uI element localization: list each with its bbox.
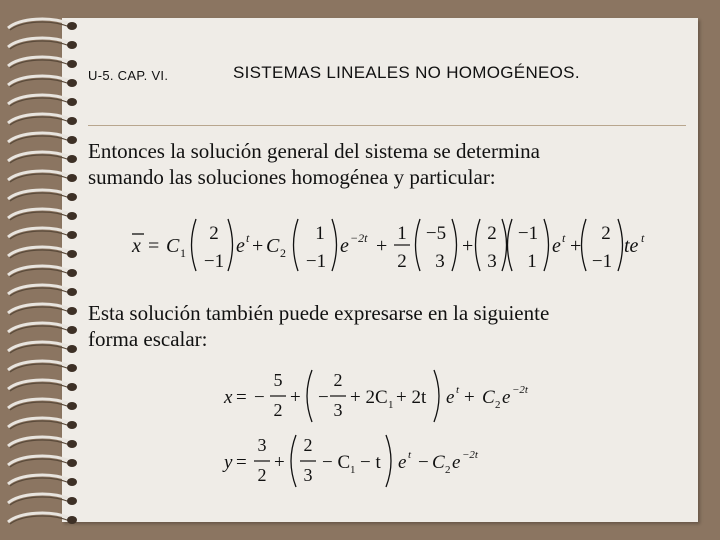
svg-text:2: 2 xyxy=(209,223,219,244)
svg-text:− C: − C xyxy=(322,452,351,473)
scalar-y-equation xyxy=(88,432,688,492)
svg-text:C: C xyxy=(482,387,495,408)
svg-text:2: 2 xyxy=(273,400,283,420)
svg-text:−: − xyxy=(318,387,329,408)
svg-text:+ 2C: + 2C xyxy=(350,387,388,408)
binding-hole xyxy=(67,269,77,277)
scalar-paragraph xyxy=(88,300,688,352)
svg-text:2: 2 xyxy=(333,370,343,390)
binding-hole xyxy=(67,383,77,391)
svg-text:2: 2 xyxy=(601,223,611,244)
svg-text:−2t: −2t xyxy=(350,231,368,245)
svg-text:1: 1 xyxy=(388,399,394,411)
binding-hole xyxy=(67,459,77,467)
svg-text:+: + xyxy=(464,387,475,408)
binding-hole xyxy=(67,345,77,353)
svg-text:2: 2 xyxy=(280,246,286,260)
svg-text:e: e xyxy=(552,235,561,257)
binding-hole xyxy=(67,41,77,49)
svg-text:te: te xyxy=(624,235,639,257)
svg-text:+: + xyxy=(274,452,285,473)
svg-text:e: e xyxy=(502,387,511,408)
binding-hole xyxy=(67,136,77,144)
svg-text:−1: −1 xyxy=(517,223,539,244)
binding-hole xyxy=(67,22,77,30)
intro-line-2: sumando las soluciones homogénea y particular: xyxy=(88,165,496,189)
binding-hole xyxy=(67,326,77,334)
svg-text:2: 2 xyxy=(495,399,501,411)
header-divider xyxy=(88,125,686,126)
svg-text:−1: −1 xyxy=(305,251,327,272)
general-solution-equation xyxy=(88,214,688,276)
svg-text:5: 5 xyxy=(273,370,283,390)
chapter-code: U-5. CAP. VI. xyxy=(88,68,169,83)
svg-text:2: 2 xyxy=(487,223,497,244)
svg-text:t: t xyxy=(562,231,566,245)
binding-hole xyxy=(67,497,77,505)
binding-hole xyxy=(67,231,77,239)
svg-text:=: = xyxy=(236,452,247,473)
svg-text:y: y xyxy=(224,452,233,473)
scalar-line-2: forma escalar: xyxy=(88,327,208,351)
svg-text:e: e xyxy=(340,235,349,257)
svg-text:−1: −1 xyxy=(591,251,613,272)
intro-paragraph xyxy=(88,138,688,190)
svg-text:2: 2 xyxy=(303,435,313,455)
svg-text:e: e xyxy=(446,387,455,408)
binding-hole xyxy=(67,98,77,106)
svg-text:=: = xyxy=(236,387,247,408)
eq-lhs: x xyxy=(132,235,141,257)
svg-text:C: C xyxy=(266,235,280,257)
svg-text:3: 3 xyxy=(333,400,343,420)
binding-hole xyxy=(67,516,77,524)
binding-hole xyxy=(67,402,77,410)
svg-text:3: 3 xyxy=(257,435,267,455)
svg-text:t: t xyxy=(408,449,412,461)
svg-text:=: = xyxy=(148,235,160,257)
svg-text:x: x xyxy=(224,387,233,408)
svg-text:t: t xyxy=(456,384,460,396)
binding-hole xyxy=(67,174,77,182)
svg-text:+: + xyxy=(462,235,474,257)
svg-text:1: 1 xyxy=(397,223,407,244)
binding-hole xyxy=(67,307,77,315)
svg-text:3: 3 xyxy=(435,251,445,272)
svg-text:+ 2t: + 2t xyxy=(396,387,427,408)
svg-text:3: 3 xyxy=(487,251,497,272)
scalar-x-equation xyxy=(88,366,688,426)
svg-text:−5: −5 xyxy=(425,223,447,244)
binding-hole xyxy=(67,155,77,163)
svg-text:3: 3 xyxy=(303,465,313,485)
svg-text:2: 2 xyxy=(397,251,407,272)
scalar-line-1: Esta solución también puede expresarse en la siguiente xyxy=(88,301,550,325)
svg-text:e: e xyxy=(452,452,461,473)
svg-text:−: − xyxy=(418,452,429,473)
binding-hole xyxy=(67,288,77,296)
svg-text:t: t xyxy=(246,231,250,245)
svg-text:+: + xyxy=(376,235,388,257)
svg-text:−2t: −2t xyxy=(462,449,478,461)
intro-line-1: Entonces la solución general del sistema se determina xyxy=(88,139,540,163)
svg-text:−: − xyxy=(254,387,265,408)
binding-hole xyxy=(67,364,77,372)
svg-text:e: e xyxy=(398,452,407,473)
svg-text:− t: − t xyxy=(360,452,381,473)
svg-text:C: C xyxy=(166,235,180,257)
svg-text:t: t xyxy=(641,231,645,245)
svg-text:+: + xyxy=(252,235,264,257)
spiral-binding xyxy=(0,0,90,540)
slide-title: SISTEMAS LINEALES NO HOMOGÉNEOS. xyxy=(233,63,580,82)
svg-text:1: 1 xyxy=(180,246,186,260)
svg-text:2: 2 xyxy=(445,464,451,476)
svg-text:2: 2 xyxy=(257,465,267,485)
svg-text:+: + xyxy=(570,235,582,257)
binding-hole xyxy=(67,250,77,258)
binding-hole xyxy=(67,79,77,87)
svg-text:1: 1 xyxy=(350,464,356,476)
binding-hole xyxy=(67,60,77,68)
binding-hole xyxy=(67,117,77,125)
svg-text:+: + xyxy=(290,387,301,408)
binding-hole xyxy=(67,193,77,201)
svg-text:e: e xyxy=(236,235,245,257)
binding-hole xyxy=(67,212,77,220)
binding-hole xyxy=(67,478,77,486)
svg-text:C: C xyxy=(432,452,445,473)
binding-hole xyxy=(67,421,77,429)
svg-text:1: 1 xyxy=(315,223,325,244)
svg-text:−1: −1 xyxy=(203,251,225,272)
svg-text:−2t: −2t xyxy=(512,384,528,396)
binding-hole xyxy=(67,440,77,448)
svg-text:1: 1 xyxy=(527,251,537,272)
